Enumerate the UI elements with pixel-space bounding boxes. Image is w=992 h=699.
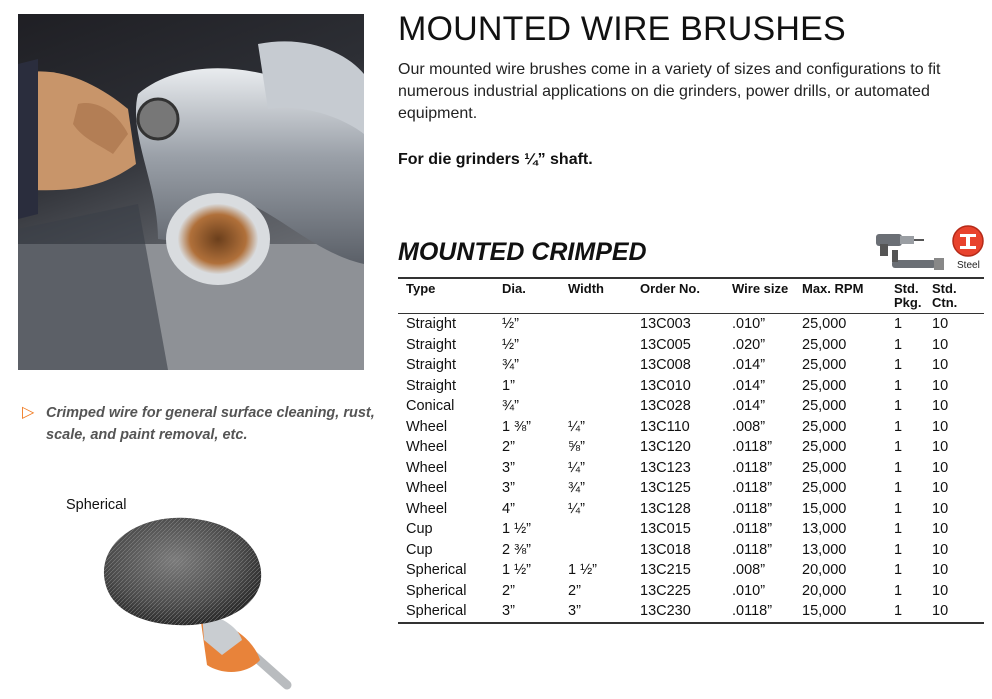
table-cell: 1 [894,459,903,476]
table-cell: 10 [932,398,949,414]
table-cell: 1 [894,562,903,578]
product-table [398,277,984,624]
pipe-brushing-illustration [18,14,364,370]
table-cell: ¼” [568,418,585,435]
table-cell: 3” [494,601,560,623]
table-cell: .014” [732,377,766,394]
column-header-dia: Dia. [494,278,560,314]
table-cell: 13C230 [632,601,724,623]
table-cell: 1 [894,357,903,373]
table-cell: 1 [886,601,924,623]
table-cell: .014” [732,357,766,373]
table-cell: 13C215 [640,562,691,578]
table-cell: 2” [502,439,515,455]
table-cell [560,335,632,356]
table-cell: 13C010 [640,377,691,394]
table-cell: 1 ½” [568,562,598,578]
table-body [398,314,984,623]
table-row [398,540,984,561]
table-cell: Straight [406,357,456,373]
table-cell: 13C225 [640,582,691,599]
table-row [398,499,984,520]
table-cell [560,355,632,376]
table-row [398,560,984,581]
caption-text: Crimped wire for general surface cleaning, rust, scale, and paint removal, etc. [46,405,375,443]
table-row [398,396,984,417]
feature-caption [22,402,386,446]
table-cell: ¼” [568,459,585,476]
table-row [398,376,984,397]
product-photo [18,14,364,370]
table-cell: 10 [932,582,949,599]
table-cell: ¼” [568,500,585,517]
table-cell: .010” [732,316,766,332]
spherical-label: Spherical [66,497,127,513]
table-cell: 1 [894,316,903,332]
table-cell: .0118” [732,439,773,455]
column-header-order-no: Order No. [632,278,724,314]
table-cell: 10 [932,439,949,455]
table-cell: 10 [932,357,949,373]
table-cell: 25,000 [802,418,847,435]
table-cell: .0118” [724,601,794,623]
column-header-max-rpm: Max. RPM [794,278,886,314]
table-cell: .008” [732,418,766,435]
table-cell: 10 [932,418,949,435]
table-cell: .0118” [732,500,773,517]
table-cell: 25,000 [802,336,847,353]
table-cell: 13C008 [640,357,691,373]
table-cell [560,540,632,561]
table-cell [560,376,632,397]
table-cell: Wheel [406,500,448,517]
table-cell: 25,000 [802,398,847,414]
table-header-row [398,278,984,314]
table-cell: 13C005 [640,336,691,353]
table-cell: 13C003 [640,316,691,332]
table-cell: 10 [932,377,949,394]
table-cell: 1 ½” [502,521,532,537]
table-cell: 13C123 [640,459,691,476]
table-cell: 1 [894,418,903,435]
table-cell: 2 ⅜” [502,541,532,558]
table-cell: 13C110 [640,418,690,435]
table-cell: 1 [894,521,903,537]
column-header-std-ctn: Std. Ctn. [924,278,984,314]
table-cell: 25,000 [802,357,847,373]
die-grinder-icon [876,234,944,270]
table-cell: 1 [894,541,903,558]
table-cell: 1” [502,377,515,394]
table-row [398,417,984,438]
table-cell: 1 [894,377,903,394]
table-cell: .020” [732,336,766,353]
table-cell: 10 [932,521,949,537]
table-row [398,601,984,623]
table-cell: 13,000 [802,521,847,537]
table-cell: Straight [406,336,456,353]
table-cell: Wheel [406,439,448,455]
triangle-bullet-icon: ▷ [22,404,35,421]
table-cell [560,519,632,540]
table-cell: .0118” [732,521,773,537]
table-cell: 3” [502,459,515,476]
table-cell: ¾” [568,480,585,496]
table-cell [560,396,632,417]
table-cell: ¾” [502,398,519,414]
table-cell: Spherical [406,562,467,578]
table-cell: 25,000 [802,459,847,476]
page-title: MOUNTED WIRE BRUSHES [398,10,846,48]
table-row [398,314,984,335]
table-cell: ¾” [502,357,519,373]
column-header-type: Type [398,278,494,314]
table-cell: 10 [924,601,984,623]
table-row [398,478,984,499]
table-cell: 20,000 [802,582,847,599]
table-cell: Wheel [406,480,448,496]
table-cell: Cup [406,541,433,558]
table-row [398,437,984,458]
table-cell: 1 [894,439,903,455]
table-cell: 10 [932,316,949,332]
table-row [398,519,984,540]
table-cell: 15,000 [794,601,886,623]
table-cell [560,314,632,335]
table-cell: 15,000 [802,500,847,517]
table-cell: .008” [732,562,766,578]
table-cell: 2” [502,582,515,599]
subheading: For die grinders ¼” shaft. [398,151,593,168]
table-cell: ½” [502,316,519,332]
table-cell: ⅝” [568,439,585,455]
table-cell: 3” [560,601,632,623]
table-cell: 25,000 [802,439,847,455]
table-cell: 25,000 [802,316,847,332]
table-cell: Conical [406,398,455,414]
table-cell: Spherical [406,582,467,599]
table-cell: 10 [932,459,949,476]
table-cell: 1 [894,398,903,414]
column-header-std-pkg: Std. Pkg. [886,278,924,314]
table-cell: 20,000 [802,562,847,578]
table-cell: 13C128 [640,500,691,517]
table-cell: 1 ⅜” [502,418,532,435]
table-cell: 10 [932,562,949,578]
table-cell: Cup [406,521,433,537]
table-cell: .0118” [732,459,773,476]
table-cell: 10 [932,541,949,558]
table-cell: 25,000 [802,480,847,496]
section-title: MOUNTED CRIMPED [398,238,647,266]
table-row [398,335,984,356]
table-cell: 3” [502,480,515,496]
table-cell: 1 [894,480,903,496]
table-cell: Wheel [406,459,448,476]
table-cell: 13C120 [640,439,691,455]
column-header-width: Width [560,278,632,314]
table-cell: 10 [932,336,949,353]
table-cell: 13C018 [640,541,691,558]
table-cell: Straight [406,316,456,332]
table-cell: .010” [732,582,766,599]
table-cell: 2” [568,582,581,599]
table-cell: 1 [894,336,903,353]
table-cell: .014” [732,398,766,414]
table-row [398,355,984,376]
spherical-brush-image [92,515,292,695]
table-cell: 13C015 [640,521,691,537]
table-cell: 10 [932,500,949,517]
table-cell: .0118” [732,480,773,496]
column-header-wire-size: Wire size [724,278,794,314]
table-cell: 13,000 [802,541,847,558]
table-cell: 13C028 [640,398,691,414]
table-cell: 10 [932,480,949,496]
table-cell: 4” [502,500,515,517]
table-cell: .0118” [732,541,773,558]
steel-label: Steel [957,260,980,271]
table-row [398,458,984,479]
table-cell: ½” [502,336,519,353]
table-cell: Wheel [406,418,448,435]
table-cell: 25,000 [802,377,847,394]
intro-paragraph: Our mounted wire brushes come in a variety of sizes and configurations to fit numerous industrial applications on die grinders, power drills, or automated equipment. [398,61,941,122]
table-row [398,581,984,602]
table-cell: 1 [894,582,903,599]
table-cell: 1 ½” [502,562,532,578]
steel-icon [953,226,983,256]
table-cell: 13C125 [640,480,691,496]
table-cell: 1 [894,500,903,517]
table-cell: Spherical [398,601,494,623]
table-cell: Straight [406,377,456,394]
